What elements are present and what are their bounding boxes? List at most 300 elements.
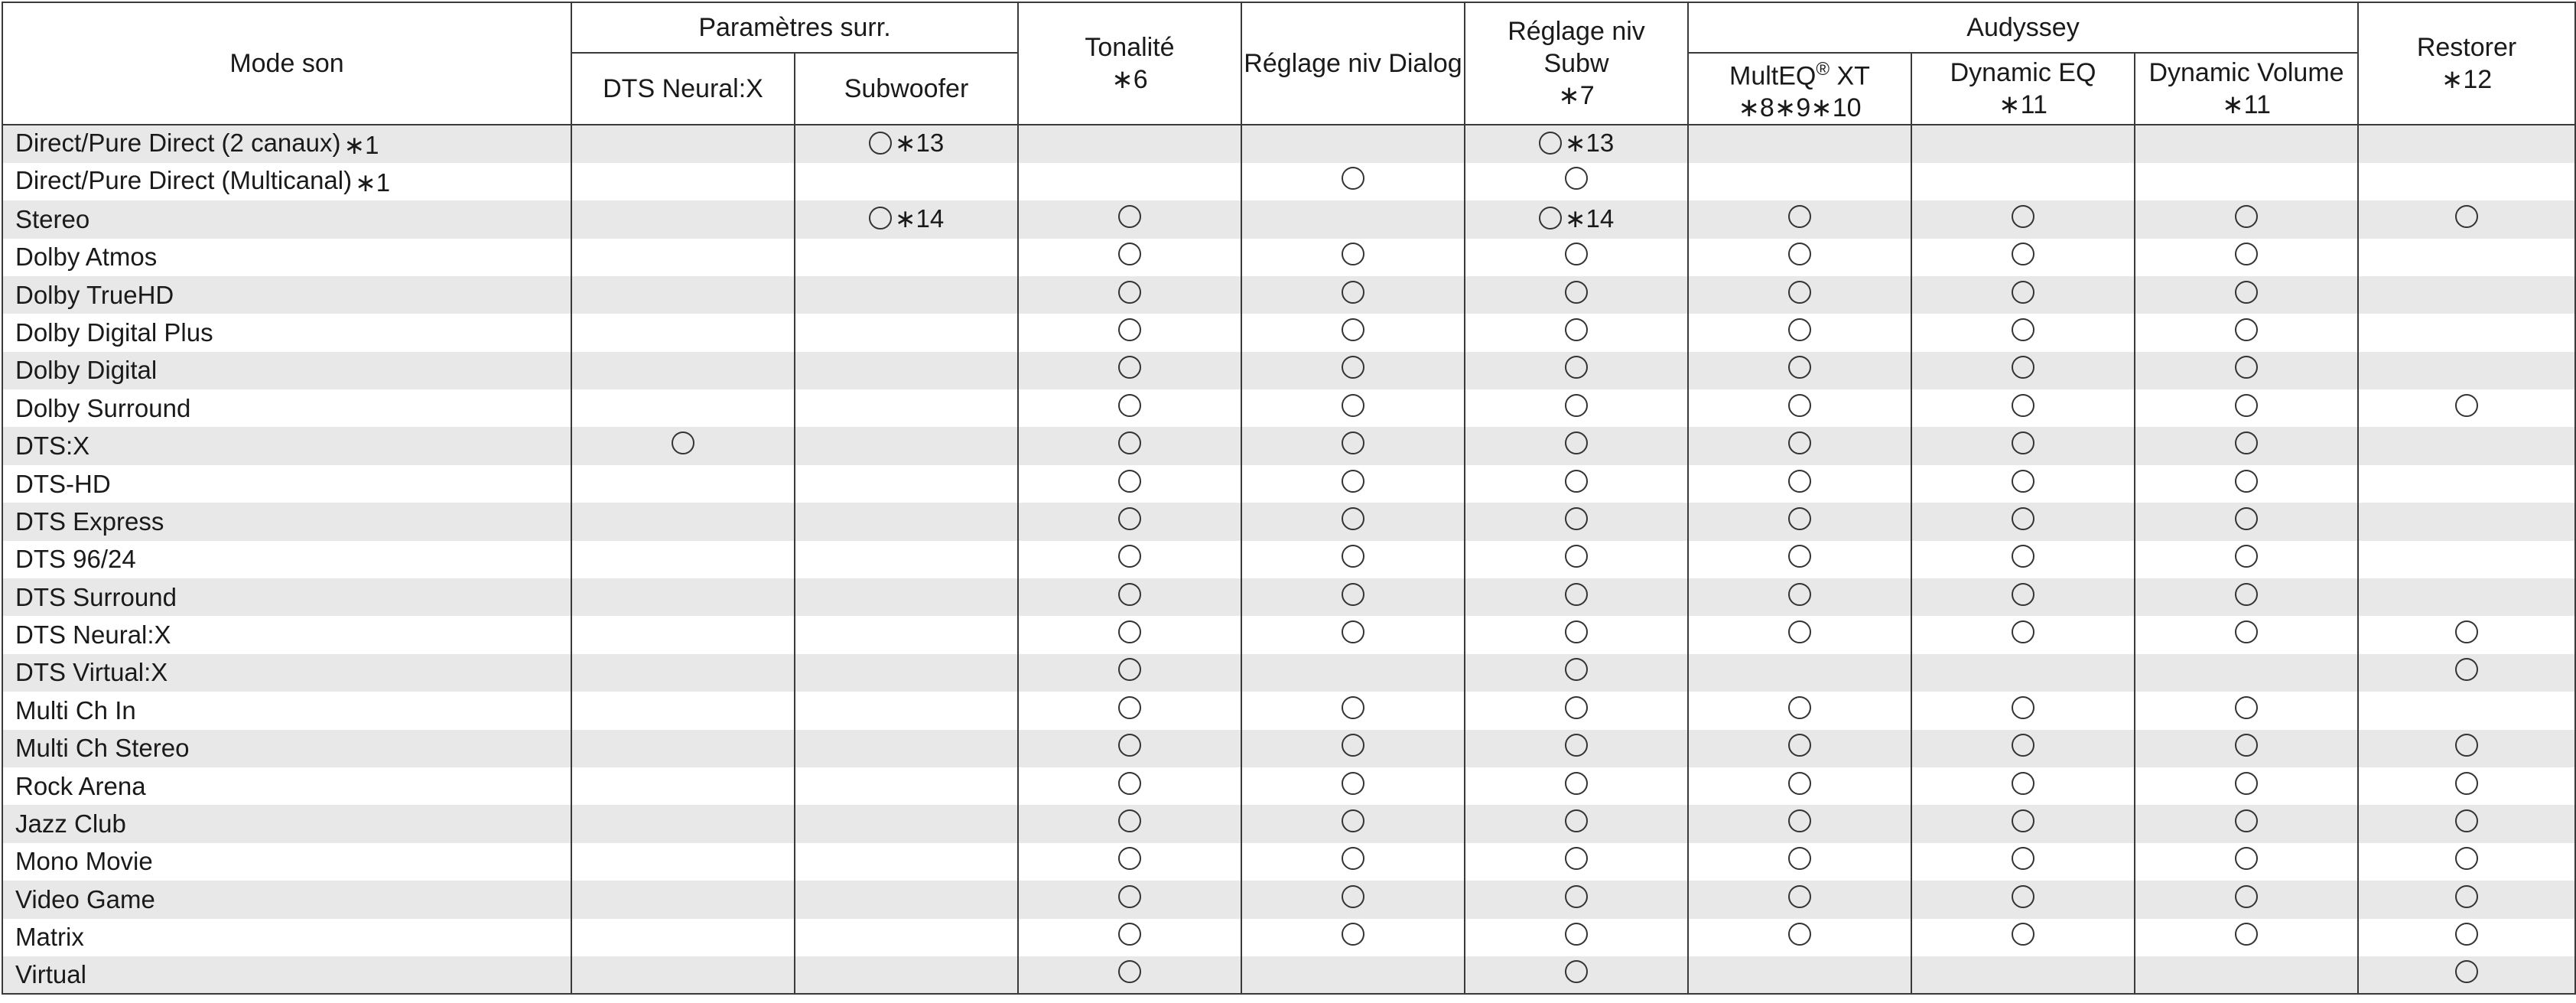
header-dynamic-eq-label: Dynamic EQ	[1950, 58, 2096, 88]
mode-son-label: Multi Ch Stereo	[15, 734, 190, 763]
cell-note: ∗13	[894, 129, 945, 158]
cell-tonalite	[1018, 314, 1241, 351]
cell-value-content	[1565, 470, 1588, 493]
header-reglage-subw	[1465, 2, 1688, 125]
cell-reglage-subw	[1465, 427, 1688, 464]
cell-value	[1788, 847, 1811, 875]
header-multeq-name: MultEQ	[1729, 61, 1817, 91]
cell-value-content	[1118, 356, 1141, 379]
cell-value	[2235, 545, 2258, 573]
cell-value	[1788, 923, 1811, 951]
cell-dynamic-eq	[1911, 692, 2135, 729]
cell-value-content	[1342, 847, 1364, 870]
header-multeq-xt	[1688, 53, 1911, 125]
cell-value	[1565, 507, 1588, 536]
supported-circle-icon	[2235, 470, 2258, 493]
supported-circle-icon	[1539, 207, 1562, 230]
cell-value	[2012, 507, 2034, 536]
cell-value-content	[2012, 809, 2034, 832]
mode-son-cell	[2, 767, 571, 805]
cell-multeq-xt	[1688, 125, 1911, 162]
cell-value-content	[1118, 809, 1141, 832]
mode-son-label: Multi Ch In	[15, 695, 136, 725]
supported-circle-icon	[869, 207, 892, 230]
cell-value	[1118, 394, 1141, 422]
supported-circle-icon	[1788, 772, 1811, 795]
cell-value-content	[1788, 318, 1811, 341]
cell-value	[1565, 545, 1588, 573]
cell-value	[2455, 772, 2478, 800]
cell-value	[1565, 356, 1588, 384]
mode-son-label: Stereo	[15, 204, 90, 233]
cell-subwoofer	[795, 692, 1018, 729]
cell-dynamic-eq	[1911, 503, 2135, 540]
supported-circle-icon	[1342, 696, 1364, 719]
cell-dynamic-volume	[2135, 616, 2358, 653]
mode-son-label: Matrix	[15, 923, 84, 952]
cell-restorer	[2358, 427, 2575, 464]
supported-circle-icon	[2455, 847, 2478, 870]
cell-reglage-dialog	[1241, 314, 1465, 351]
cell-value-content	[1788, 243, 1811, 265]
mode-son-label: DTS Surround	[15, 582, 177, 611]
table-row	[2, 578, 2575, 616]
cell-restorer	[2358, 843, 2575, 881]
cell-tonalite	[1018, 919, 1241, 956]
cell-value-content	[1342, 696, 1364, 719]
cell-tonalite	[1018, 125, 1241, 162]
cell-dts-neural-x	[571, 881, 795, 918]
cell-reglage-dialog	[1241, 163, 1465, 200]
supported-circle-icon	[1565, 243, 1588, 265]
table-row	[2, 427, 2575, 464]
cell-value	[1342, 545, 1364, 573]
supported-circle-icon	[1788, 809, 1811, 832]
mode-son-cell	[2, 843, 571, 881]
cell-value	[1788, 734, 1811, 762]
cell-multeq-xt	[1688, 578, 1911, 616]
supported-circle-icon	[2012, 507, 2034, 530]
cell-subwoofer	[795, 578, 1018, 616]
cell-dts-neural-x	[571, 805, 795, 842]
cell-value-content	[2012, 281, 2034, 304]
supported-circle-icon	[2235, 734, 2258, 757]
supported-circle-icon	[2012, 470, 2034, 493]
supported-circle-icon	[1118, 470, 1141, 493]
cell-restorer	[2358, 956, 2575, 994]
cell-value	[1565, 583, 1588, 611]
cell-tonalite	[1018, 163, 1241, 200]
cell-dynamic-eq	[1911, 239, 2135, 276]
supported-circle-icon	[1118, 809, 1141, 832]
cell-restorer	[2358, 919, 2575, 956]
supported-circle-icon	[1342, 431, 1364, 454]
cell-dts-neural-x	[571, 919, 795, 956]
cell-value	[1118, 431, 1141, 460]
table-row	[2, 314, 2575, 351]
mode-son-label: DTS Neural:X	[15, 620, 171, 650]
cell-value	[2235, 431, 2258, 460]
cell-dts-neural-x	[571, 314, 795, 351]
cell-value	[2455, 960, 2478, 988]
cell-dynamic-eq	[1911, 730, 2135, 767]
supported-circle-icon	[2012, 281, 2034, 304]
cell-value	[1565, 847, 1588, 875]
cell-value-content	[1788, 281, 1811, 304]
cell-value	[1788, 696, 1811, 725]
cell-dynamic-eq	[1911, 767, 2135, 805]
cell-tonalite	[1018, 465, 1241, 503]
cell-reglage-subw	[1465, 616, 1688, 653]
cell-value-content	[1788, 583, 1811, 606]
supported-circle-icon	[1565, 394, 1588, 417]
mode-son-label: Dolby Digital	[15, 356, 158, 385]
cell-subwoofer	[795, 276, 1018, 314]
cell-value-content	[1788, 394, 1811, 417]
cell-value-content	[2455, 960, 2478, 983]
cell-value	[1565, 885, 1588, 913]
cell-tonalite	[1018, 352, 1241, 389]
header-multeq-reg: ®	[1816, 59, 1830, 80]
cell-value-content	[1565, 243, 1588, 265]
cell-reglage-dialog	[1241, 616, 1465, 653]
supported-circle-icon	[1565, 696, 1588, 719]
cell-tonalite	[1018, 767, 1241, 805]
supported-circle-icon	[2235, 431, 2258, 454]
cell-reglage-subw	[1465, 239, 1688, 276]
cell-value	[1118, 960, 1141, 988]
cell-value-content	[2455, 772, 2478, 795]
cell-value	[2455, 923, 2478, 951]
cell-multeq-xt	[1688, 730, 1911, 767]
cell-dynamic-volume	[2135, 200, 2358, 238]
supported-circle-icon	[1342, 243, 1364, 265]
cell-tonalite	[1018, 654, 1241, 692]
supported-circle-icon	[1788, 281, 1811, 304]
cell-note: ∗14	[894, 204, 945, 233]
cell-reglage-subw	[1465, 881, 1688, 918]
cell-value-content	[2012, 205, 2034, 228]
cell-reglage-dialog	[1241, 239, 1465, 276]
supported-circle-icon	[1788, 583, 1811, 606]
cell-value-content	[2235, 545, 2258, 568]
supported-circle-icon	[2235, 923, 2258, 946]
cell-value-content	[1118, 885, 1141, 908]
cell-value-content	[2012, 470, 2034, 493]
header-reglage-subw-note: ∗7	[1558, 81, 1595, 111]
header-mode-son: Mode son	[2, 2, 571, 125]
supported-circle-icon	[1118, 696, 1141, 719]
cell-value	[1118, 847, 1141, 875]
cell-restorer	[2358, 352, 2575, 389]
cell-reglage-subw	[1465, 541, 1688, 578]
cell-dynamic-eq	[1911, 654, 2135, 692]
header-multeq-note: ∗8∗9∗10	[1738, 93, 1862, 123]
cell-reglage-subw	[1465, 919, 1688, 956]
supported-circle-icon	[1539, 132, 1562, 155]
cell-value-content	[2012, 923, 2034, 946]
supported-circle-icon	[2012, 809, 2034, 832]
cell-value	[1342, 885, 1364, 913]
cell-value-content	[2012, 507, 2034, 530]
cell-value-content	[1118, 545, 1141, 568]
cell-value	[1342, 734, 1364, 762]
cell-value	[2012, 809, 2034, 838]
header-tonalite-label: Tonalité	[1085, 33, 1175, 63]
cell-value	[2235, 281, 2258, 309]
cell-subwoofer	[795, 314, 1018, 351]
supported-circle-icon	[1565, 847, 1588, 870]
table-row	[2, 956, 2575, 994]
supported-circle-icon	[1118, 545, 1141, 568]
supported-circle-icon	[2012, 431, 2034, 454]
cell-multeq-xt	[1688, 389, 1911, 427]
supported-circle-icon	[1342, 923, 1364, 946]
header-reglage-dialog: Réglage niv Dialog	[1241, 2, 1465, 125]
cell-reglage-dialog	[1241, 200, 1465, 238]
cell-value-content	[1565, 431, 1588, 454]
supported-circle-icon	[1118, 885, 1141, 908]
header-tonalite	[1018, 2, 1241, 125]
header-reglage-subw-line1: Réglage niv	[1508, 17, 1645, 47]
cell-dts-neural-x	[571, 427, 795, 464]
cell-reglage-dialog	[1241, 427, 1465, 464]
cell-dynamic-volume	[2135, 843, 2358, 881]
cell-value-content	[1565, 658, 1588, 681]
cell-tonalite	[1018, 200, 1241, 238]
supported-circle-icon	[1342, 772, 1364, 795]
cell-reglage-subw	[1465, 314, 1688, 351]
cell-restorer	[2358, 314, 2575, 351]
cell-reglage-subw	[1465, 956, 1688, 994]
cell-dynamic-volume	[2135, 881, 2358, 918]
supported-circle-icon	[672, 431, 694, 454]
supported-circle-icon	[2235, 545, 2258, 568]
cell-dts-neural-x	[571, 654, 795, 692]
cell-value-content	[1565, 318, 1588, 341]
mode-son-cell	[2, 578, 571, 616]
cell-value-content	[2235, 356, 2258, 379]
cell-value	[2235, 734, 2258, 762]
cell-reglage-dialog	[1241, 692, 1465, 729]
cell-value	[1342, 431, 1364, 460]
cell-value-content	[2235, 205, 2258, 228]
cell-value-content	[2235, 243, 2258, 265]
cell-restorer	[2358, 881, 2575, 918]
cell-reglage-subw	[1465, 843, 1688, 881]
cell-value-content	[1788, 545, 1811, 568]
cell-note: ∗13	[1564, 129, 1615, 158]
supported-circle-icon	[2235, 394, 2258, 417]
cell-value-content	[1342, 545, 1364, 568]
cell-subwoofer	[795, 389, 1018, 427]
cell-value	[2235, 243, 2258, 271]
cell-subwoofer	[795, 541, 1018, 578]
cell-dynamic-eq	[1911, 843, 2135, 881]
cell-reglage-subw	[1465, 578, 1688, 616]
cell-dynamic-eq	[1911, 389, 2135, 427]
mode-son-label: Video Game	[15, 884, 155, 913]
cell-value	[1118, 809, 1141, 838]
cell-dts-neural-x	[571, 125, 795, 162]
table-row	[2, 541, 2575, 578]
cell-dynamic-volume	[2135, 125, 2358, 162]
cell-dynamic-eq	[1911, 427, 2135, 464]
cell-value-content	[1788, 470, 1811, 493]
cell-value-content	[2012, 847, 2034, 870]
cell-value-content	[1788, 696, 1811, 719]
cell-reglage-dialog	[1241, 805, 1465, 842]
cell-value-content	[2012, 620, 2034, 643]
cell-subwoofer	[795, 881, 1018, 918]
cell-dynamic-eq	[1911, 881, 2135, 918]
cell-value	[1788, 772, 1811, 800]
header-dynamic-eq	[1911, 53, 2135, 125]
supported-circle-icon	[2012, 734, 2034, 757]
supported-circle-icon	[1118, 205, 1141, 228]
cell-value-content	[2235, 885, 2258, 908]
cell-multeq-xt	[1688, 503, 1911, 540]
cell-value	[2235, 696, 2258, 725]
supported-circle-icon	[1565, 167, 1588, 190]
cell-value	[2235, 205, 2258, 233]
cell-value-content	[2235, 620, 2258, 643]
cell-value-content	[2455, 658, 2478, 681]
cell-value	[2012, 243, 2034, 271]
cell-value	[1565, 960, 1588, 988]
cell-value-content	[1342, 318, 1364, 341]
supported-circle-icon	[1342, 885, 1364, 908]
supported-circle-icon	[2012, 583, 2034, 606]
supported-circle-icon	[2455, 960, 2478, 983]
supported-circle-icon	[2012, 923, 2034, 946]
cell-subwoofer	[795, 843, 1018, 881]
cell-multeq-xt	[1688, 427, 1911, 464]
mode-son-cell	[2, 919, 571, 956]
cell-dts-neural-x	[571, 541, 795, 578]
cell-dynamic-volume	[2135, 314, 2358, 351]
cell-value-content	[1118, 583, 1141, 606]
cell-value-content	[672, 431, 694, 454]
table-row	[2, 654, 2575, 692]
supported-circle-icon	[869, 132, 892, 155]
cell-reglage-dialog	[1241, 125, 1465, 162]
supported-circle-icon	[2012, 356, 2034, 379]
header-subwoofer: Subwoofer	[795, 53, 1018, 125]
table-row	[2, 692, 2575, 729]
cell-value	[1342, 583, 1364, 611]
mode-son-label: Mono Movie	[15, 847, 153, 876]
cell-reglage-dialog	[1241, 767, 1465, 805]
supported-circle-icon	[1788, 243, 1811, 265]
cell-dts-neural-x	[571, 616, 795, 653]
cell-value	[2235, 847, 2258, 875]
cell-value-content	[1788, 923, 1811, 946]
supported-circle-icon	[1342, 620, 1364, 643]
cell-value-content	[2235, 431, 2258, 454]
mode-son-label: DTS 96/24	[15, 545, 136, 574]
supported-circle-icon	[1788, 470, 1811, 493]
cell-dynamic-volume	[2135, 692, 2358, 729]
cell-value	[2455, 394, 2478, 422]
supported-circle-icon	[1565, 620, 1588, 643]
cell-subwoofer	[795, 163, 1018, 200]
cell-multeq-xt	[1688, 352, 1911, 389]
cell-value	[1788, 394, 1811, 422]
cell-value	[1342, 923, 1364, 951]
cell-value	[2012, 545, 2034, 573]
cell-value-content	[1565, 885, 1588, 908]
cell-value	[1565, 431, 1588, 460]
cell-multeq-xt	[1688, 200, 1911, 238]
cell-value-content	[1118, 243, 1141, 265]
mode-son-cell	[2, 125, 571, 162]
cell-dynamic-eq	[1911, 163, 2135, 200]
cell-dynamic-volume	[2135, 805, 2358, 842]
cell-value-content	[1342, 734, 1364, 757]
cell-value-content	[1342, 772, 1364, 795]
table-row	[2, 503, 2575, 540]
cell-value	[1118, 583, 1141, 611]
cell-value-content	[1118, 734, 1141, 757]
supported-circle-icon	[1565, 734, 1588, 757]
cell-value	[1788, 281, 1811, 309]
cell-value-content	[2012, 431, 2034, 454]
cell-value	[2235, 394, 2258, 422]
cell-value-content	[2235, 772, 2258, 795]
cell-value-content	[1118, 696, 1141, 719]
supported-circle-icon	[1788, 923, 1811, 946]
cell-value	[1565, 620, 1588, 649]
cell-restorer	[2358, 767, 2575, 805]
cell-value-content	[2235, 734, 2258, 757]
cell-restorer	[2358, 654, 2575, 692]
cell-value	[2012, 431, 2034, 460]
cell-value-content	[1788, 847, 1811, 870]
supported-circle-icon	[1565, 281, 1588, 304]
cell-value	[1118, 318, 1141, 347]
cell-value	[2012, 734, 2034, 762]
mode-son-label: Dolby TrueHD	[15, 280, 174, 309]
cell-dynamic-eq	[1911, 200, 2135, 238]
cell-multeq-xt	[1688, 692, 1911, 729]
cell-reglage-subw	[1465, 692, 1688, 729]
supported-circle-icon	[1342, 470, 1364, 493]
mode-son-cell	[2, 654, 571, 692]
cell-value-content	[1118, 318, 1141, 341]
cell-value	[1788, 356, 1811, 384]
mode-son-cell	[2, 200, 571, 238]
cell-value-content	[2235, 470, 2258, 493]
supported-circle-icon	[2235, 243, 2258, 265]
cell-dynamic-eq	[1911, 805, 2135, 842]
supported-circle-icon	[1342, 545, 1364, 568]
cell-reglage-dialog	[1241, 919, 1465, 956]
cell-value	[1118, 470, 1141, 498]
cell-value-content	[1342, 583, 1364, 606]
cell-value	[1342, 470, 1364, 498]
cell-value	[1788, 318, 1811, 347]
supported-circle-icon	[1565, 658, 1588, 681]
cell-value	[1118, 205, 1141, 233]
supported-circle-icon	[1118, 620, 1141, 643]
cell-value-content	[1565, 583, 1588, 606]
cell-value	[2012, 620, 2034, 649]
cell-value-content	[2235, 847, 2258, 870]
supported-circle-icon	[1342, 281, 1364, 304]
supported-circle-icon	[2455, 772, 2478, 795]
supported-circle-icon	[1565, 545, 1588, 568]
